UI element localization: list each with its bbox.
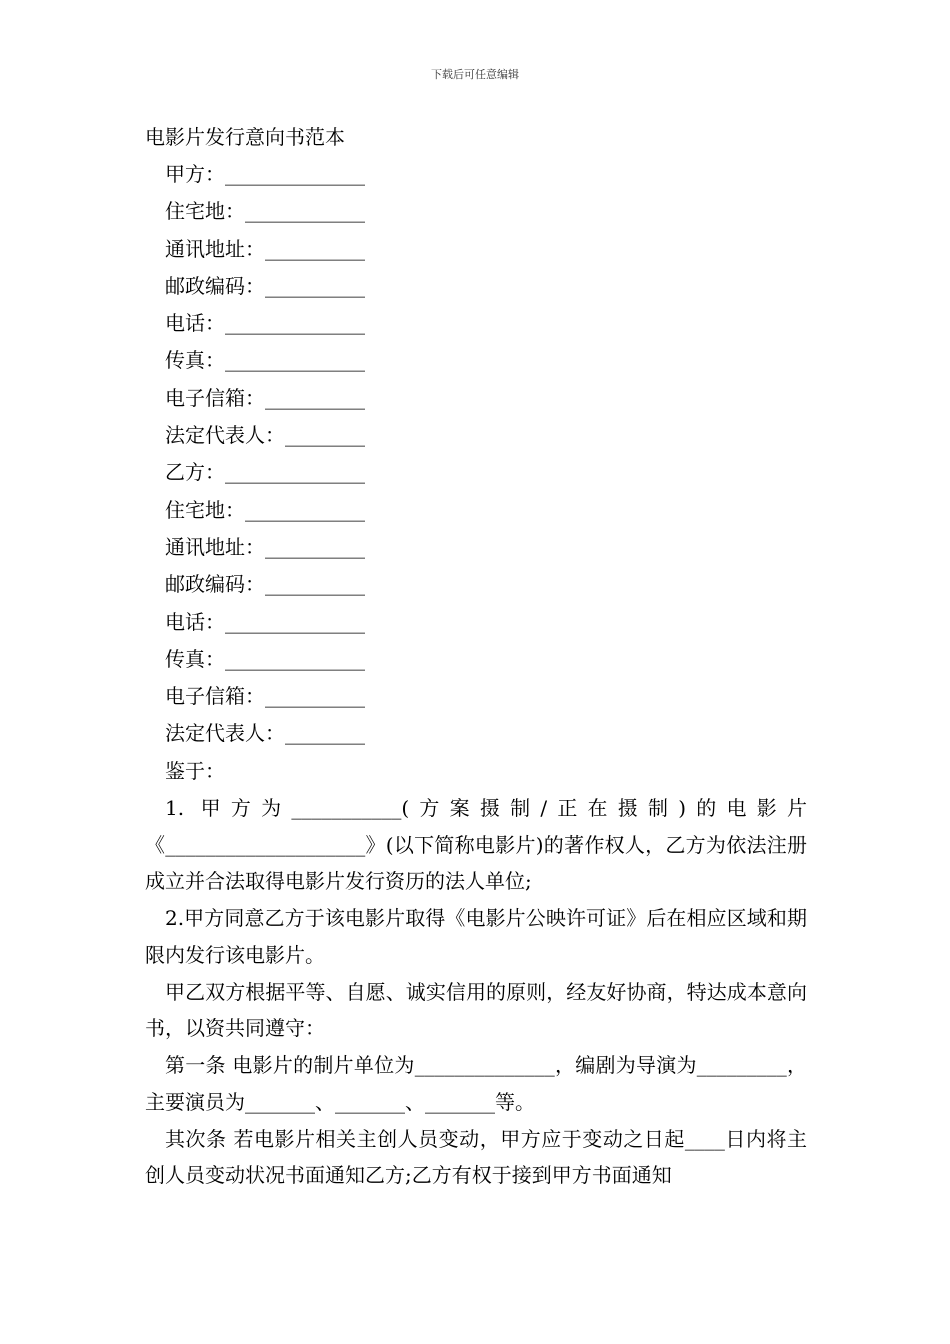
party-fields (145, 156, 807, 753)
party-b-legal-rep-field (145, 715, 807, 752)
fill-in-blank: ______________ (225, 162, 365, 186)
field-label: 电子信箱： (165, 684, 265, 709)
fill-in-blank: ______________ (225, 646, 365, 671)
recital-2: 2.甲方同意乙方于该电影片取得《电影片公映许可证》后在相应区域和期限内发行该电影片。 (145, 906, 807, 967)
fill-in-blank: ______________ (225, 311, 365, 336)
fill-in-blank: ______________ (225, 460, 365, 485)
party-a-fax-field (145, 342, 807, 379)
party-a-email-field (145, 380, 807, 417)
fill-in-blank: __________ (265, 534, 365, 559)
field-label: 通讯地址： (165, 534, 265, 559)
field-label: 电子信箱： (165, 385, 265, 410)
fill-in-blank: __________ (265, 684, 365, 709)
field-label: 法定代表人： (165, 721, 285, 746)
field-label: 住宅地： (165, 497, 245, 522)
field-label: 法定代表人： (165, 423, 285, 448)
party-b-address-field (145, 492, 807, 529)
party-a-field (145, 156, 807, 193)
party-b-mailing-address-field (145, 529, 807, 566)
field-label: 乙方： (165, 460, 225, 485)
fill-in-blank: ____________ (245, 497, 365, 522)
page-header: 下载后可任意编辑 (431, 68, 519, 81)
fill-in-blank: __________ (265, 385, 365, 410)
document-title: 电影片发行意向书范本 (145, 125, 345, 149)
fill-in-blank: ________ (285, 423, 365, 448)
field-label: 电话： (165, 311, 225, 336)
article-2: 其次条 若电影片相关主创人员变动，甲方应于变动之日起____日内将主创人员变动状况书面通知乙方;乙方有权于接到甲方书面通知 (145, 1126, 807, 1188)
fill-in-blank: ____________ (245, 199, 365, 224)
field-label: 传真： (165, 646, 225, 671)
fill-in-blank: __________ (265, 572, 365, 597)
whereas-heading: 鉴于： (165, 758, 225, 783)
field-label: 住宅地： (165, 199, 245, 224)
party-a-phone-field (145, 305, 807, 342)
field-label: 传真： (165, 348, 225, 373)
party-a-legal-rep-field (145, 417, 807, 454)
party-b-phone-field (145, 604, 807, 641)
party-a-address-field (145, 193, 807, 230)
field-label: 通讯地址： (165, 236, 265, 261)
recital-1: 1. 甲方为___________(方案摄制/正在摄制)的电影片《____________________》(以下简称电影片)的著作权人，乙方为依法注册成立并合法取得电影片发行资历的法人单位; (145, 796, 807, 894)
field-label: 甲方： (165, 162, 225, 186)
party-b-email-field (145, 678, 807, 715)
fill-in-blank: ______________ (225, 609, 365, 634)
party-b-postal-code-field (145, 566, 807, 603)
field-label: 电话： (165, 609, 225, 634)
fill-in-blank: __________ (265, 236, 365, 261)
fill-in-blank: __________ (265, 273, 365, 298)
field-label: 邮政编码： (165, 572, 265, 597)
field-label: 邮政编码： (165, 273, 265, 298)
agreement-preamble: 甲乙双方根据平等、自愿、诚实信用的原则，经友好协商，特达成本意向书，以资共同遵守： (145, 979, 807, 1041)
party-a-postal-code-field (145, 268, 807, 305)
fill-in-blank: ______________ (225, 348, 365, 373)
party-a-mailing-address-field (145, 231, 807, 268)
article-1: 第一条 电影片的制片单位为______________，编剧为导演为_________，主要演员为_______、_______、_______等。 (145, 1053, 807, 1114)
fill-in-blank: ________ (285, 721, 365, 746)
document-body (145, 122, 807, 1194)
party-b-field (145, 454, 807, 491)
party-b-fax-field (145, 641, 807, 678)
